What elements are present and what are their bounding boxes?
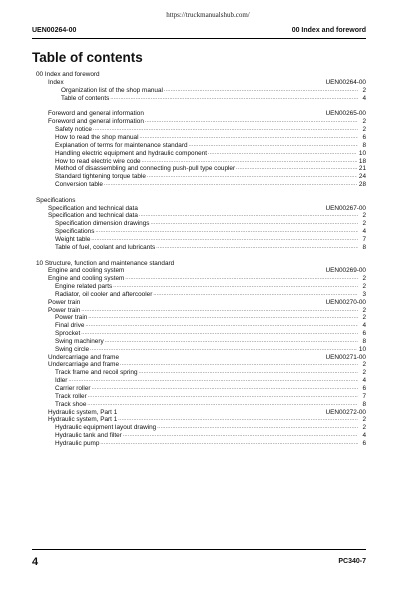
toc-entry bbox=[32, 283, 366, 291]
toc-entry bbox=[32, 173, 366, 181]
toc-dot-leader bbox=[95, 228, 358, 236]
table-of-contents bbox=[32, 71, 366, 448]
toc-entry-title: Radiator, oil cooler and aftercooler bbox=[55, 290, 153, 298]
toc-entry bbox=[32, 181, 366, 189]
toc-dot-leader bbox=[139, 212, 358, 220]
toc-entry-title: Hydraulic system, Part 1 bbox=[48, 416, 118, 424]
toc-entry bbox=[32, 236, 366, 244]
toc-entry-page: 7 bbox=[362, 392, 366, 400]
toc-entry-title: Specification and technical data bbox=[48, 212, 138, 220]
toc-entry bbox=[32, 118, 366, 126]
toc-dot-leader bbox=[139, 369, 358, 377]
toc-entry bbox=[32, 306, 366, 314]
toc-dot-leader bbox=[118, 416, 358, 424]
toc-chapter-code: UEN00265-00 bbox=[325, 110, 366, 118]
toc-entry-title: Hydraulic pump bbox=[55, 439, 100, 447]
toc-entry bbox=[32, 432, 366, 440]
toc-dot-leader bbox=[81, 307, 358, 315]
toc-entry-page: 2 bbox=[362, 220, 366, 228]
toc-dot-leader bbox=[92, 385, 358, 393]
toc-entry-title: Undercarriage and frame bbox=[48, 361, 120, 369]
toc-entry-title: Power train bbox=[55, 314, 88, 322]
toc-entry-page: 24 bbox=[358, 173, 366, 181]
toc-dot-leader bbox=[91, 236, 358, 244]
toc-entry bbox=[32, 400, 366, 408]
toc-chapter-title: Foreword and general information bbox=[48, 110, 144, 118]
toc-section-title: Specifications bbox=[36, 196, 76, 204]
toc-chapter-row bbox=[32, 110, 366, 118]
toc-entry bbox=[32, 134, 366, 142]
toc-chapter-title: Power train bbox=[48, 298, 81, 306]
toc-entry-page: 2 bbox=[362, 306, 366, 314]
toc-dot-leader bbox=[139, 134, 358, 142]
toc-entry-title: Final drive bbox=[55, 322, 85, 330]
toc-entry bbox=[32, 330, 366, 338]
toc-entry-title: How to read electric wire code bbox=[55, 157, 141, 165]
toc-chapter-code: UEN00264-00 bbox=[325, 79, 366, 87]
toc-entry-title: Engine related parts bbox=[55, 283, 113, 291]
toc-chapter-row bbox=[32, 204, 366, 212]
toc-entry-title: How to read the shop manual bbox=[55, 134, 139, 141]
toc-entry bbox=[32, 385, 366, 393]
toc-dot-leader bbox=[110, 95, 358, 103]
site-url: https://truckmanualshub.com/ bbox=[166, 11, 250, 19]
toc-entry bbox=[32, 393, 366, 401]
toc-entry-title: Track shoe bbox=[55, 400, 87, 408]
toc-spacer bbox=[32, 102, 366, 110]
toc-entry bbox=[32, 275, 366, 283]
toc-dot-leader bbox=[81, 330, 358, 338]
toc-entry bbox=[32, 424, 366, 432]
toc-entry bbox=[32, 369, 366, 377]
toc-entry bbox=[32, 338, 366, 346]
toc-dot-leader bbox=[125, 275, 358, 283]
toc-entry bbox=[32, 322, 366, 330]
toc-dot-leader bbox=[85, 322, 358, 330]
toc-entry-page: 8 bbox=[362, 400, 366, 408]
toc-dot-leader bbox=[153, 291, 358, 299]
toc-entry bbox=[32, 361, 366, 369]
toc-dot-leader bbox=[88, 314, 358, 322]
toc-dot-leader bbox=[87, 401, 358, 409]
toc-entry bbox=[32, 87, 366, 95]
toc-entry-page: 2 bbox=[362, 86, 366, 94]
toc-entry-page: 4 bbox=[362, 322, 366, 330]
toc-entry-title: Track roller bbox=[55, 392, 87, 400]
footer-page-number: 4 bbox=[32, 556, 39, 568]
toc-entry-title: Foreword and general information bbox=[48, 118, 144, 126]
toc-dot-leader bbox=[68, 377, 358, 385]
toc-entry-title: Track frame and recoil spring bbox=[55, 369, 138, 377]
toc-dot-leader bbox=[93, 126, 358, 134]
header-document-code: UEN00264-00 bbox=[32, 27, 77, 34]
toc-dot-leader bbox=[142, 158, 357, 166]
toc-section-heading bbox=[32, 197, 366, 205]
toc-chapter-code: UEN00272-00 bbox=[325, 408, 366, 416]
toc-entry-page: 2 bbox=[362, 126, 366, 134]
toc-dot-leader bbox=[90, 346, 357, 354]
toc-entry bbox=[32, 346, 366, 354]
toc-entry bbox=[32, 291, 366, 299]
toc-entry-page: 2 bbox=[362, 212, 366, 220]
toc-dot-leader bbox=[151, 220, 359, 228]
header-divider bbox=[32, 38, 366, 39]
toc-dot-leader bbox=[236, 165, 357, 173]
toc-section-heading bbox=[32, 259, 366, 267]
toc-entry-title: Table of contents bbox=[61, 94, 110, 102]
toc-chapter-title: Specification and technical data bbox=[48, 204, 138, 212]
toc-entry-page: 10 bbox=[358, 345, 366, 353]
toc-chapter-row bbox=[32, 298, 366, 306]
toc-entry-page: 2 bbox=[362, 361, 366, 369]
toc-entry-page: 8 bbox=[362, 243, 366, 251]
toc-entry-title: Sprocket bbox=[55, 330, 81, 338]
toc-entry-title: Weight table bbox=[55, 235, 91, 243]
toc-entry-page: 2 bbox=[362, 283, 366, 291]
toc-entry-title: Handling electric equipment and hydraulic component bbox=[55, 149, 208, 157]
toc-entry bbox=[32, 416, 366, 424]
toc-entry-title: Standard tightening torque table bbox=[55, 173, 146, 181]
toc-entry-page: 2 bbox=[362, 275, 366, 283]
toc-dot-leader bbox=[189, 142, 358, 150]
toc-chapter-title: Undercarriage and frame bbox=[48, 353, 120, 361]
toc-entry bbox=[32, 157, 366, 165]
toc-entry bbox=[32, 95, 366, 103]
toc-dot-leader bbox=[104, 181, 357, 189]
toc-entry-title: Idler bbox=[55, 377, 68, 385]
toc-dot-leader bbox=[208, 150, 357, 158]
toc-chapter-title: Engine and cooling system bbox=[48, 267, 125, 275]
toc-spacer bbox=[32, 189, 366, 197]
toc-entry-page: 6 bbox=[362, 385, 366, 392]
toc-entry bbox=[32, 126, 366, 134]
toc-entry-page: 6 bbox=[362, 439, 366, 447]
toc-dot-leader bbox=[105, 338, 358, 346]
toc-chapter-code: UEN00269-00 bbox=[325, 267, 366, 275]
toc-entry-page: 4 bbox=[362, 228, 366, 236]
toc-entry-title: Specifications bbox=[55, 228, 95, 236]
toc-entry-title: Hydraulic equipment layout drawing bbox=[55, 424, 157, 432]
toc-entry-page: 18 bbox=[358, 157, 366, 165]
toc-entry-page: 8 bbox=[362, 337, 366, 345]
toc-entry-page: 2 bbox=[362, 118, 366, 126]
toc-entry-page: 2 bbox=[362, 424, 366, 432]
toc-chapter-row bbox=[32, 353, 366, 361]
toc-chapter-row bbox=[32, 408, 366, 416]
toc-dot-leader bbox=[147, 173, 357, 181]
toc-chapter-row bbox=[32, 79, 366, 87]
toc-chapter-code: UEN00270-00 bbox=[325, 298, 366, 306]
toc-entry-page: 2 bbox=[362, 416, 366, 424]
toc-entry bbox=[32, 220, 366, 228]
toc-entry bbox=[32, 440, 366, 448]
toc-entry-title: Hydraulic tank and filter bbox=[55, 432, 122, 440]
toc-entry bbox=[32, 142, 366, 150]
toc-entry bbox=[32, 165, 366, 173]
toc-dot-leader bbox=[113, 283, 358, 291]
toc-entry-page: 6 bbox=[362, 134, 366, 141]
toc-entry-page: 6 bbox=[362, 330, 366, 338]
toc-entry bbox=[32, 377, 366, 385]
toc-entry-title: Table of fuel, coolant and lubricants bbox=[55, 243, 156, 251]
toc-dot-leader bbox=[157, 424, 358, 432]
toc-entry bbox=[32, 244, 366, 252]
toc-entry-title: Method of disassembling and connecting push-pull type coupler bbox=[55, 165, 236, 173]
toc-entry-page: 21 bbox=[358, 165, 366, 173]
toc-entry-title: Explanation of terms for maintenance standard bbox=[55, 141, 188, 149]
toc-chapter-title: Hydraulic system, Part 1 bbox=[48, 408, 118, 416]
toc-chapter-title: Index bbox=[48, 79, 64, 87]
toc-chapter-code: UEN00271-00 bbox=[325, 353, 366, 361]
toc-entry-title: Carrier roller bbox=[55, 385, 91, 392]
toc-section-title: 10 Structure, function and maintenance standard bbox=[36, 259, 175, 267]
toc-entry-page: 10 bbox=[358, 149, 366, 157]
toc-entry-page: 3 bbox=[362, 290, 366, 298]
toc-entry bbox=[32, 314, 366, 322]
toc-dot-leader bbox=[145, 118, 358, 126]
toc-dot-leader bbox=[88, 393, 358, 401]
toc-entry-title: Specification dimension drawings bbox=[55, 220, 150, 228]
toc-entry-page: 28 bbox=[358, 181, 366, 189]
toc-dot-leader bbox=[123, 432, 358, 440]
toc-entry-title: Safety notice bbox=[55, 126, 92, 134]
toc-entry-page: 4 bbox=[362, 432, 366, 440]
toc-chapter-row bbox=[32, 267, 366, 275]
toc-dot-leader bbox=[156, 244, 358, 252]
toc-spacer bbox=[32, 251, 366, 259]
toc-entry-title: Engine and cooling system bbox=[48, 275, 125, 283]
toc-entry-page: 4 bbox=[362, 377, 366, 385]
toc-section-title: 00 Index and foreword bbox=[36, 71, 100, 79]
toc-dot-leader bbox=[100, 440, 358, 448]
toc-entry-title: Power train bbox=[48, 306, 81, 314]
toc-entry bbox=[32, 228, 366, 236]
page-title: Table of contents bbox=[32, 50, 143, 65]
toc-entry-title: Conversion table bbox=[55, 181, 103, 189]
toc-entry-title: Organization list of the shop manual bbox=[61, 86, 163, 94]
toc-entry-title: Swing circle bbox=[55, 345, 90, 353]
toc-entry-page: 7 bbox=[362, 235, 366, 243]
header-section-title: 00 Index and foreword bbox=[291, 27, 366, 34]
toc-entry bbox=[32, 212, 366, 220]
toc-dot-leader bbox=[120, 361, 358, 369]
toc-section-heading bbox=[32, 71, 366, 79]
toc-entry-page: 2 bbox=[362, 369, 366, 377]
toc-dot-leader bbox=[164, 87, 358, 95]
toc-entry-title: Swing machinery bbox=[55, 337, 104, 345]
footer-model: PC340-7 bbox=[338, 558, 366, 565]
toc-entry bbox=[32, 149, 366, 157]
toc-entry-page: 8 bbox=[362, 141, 366, 149]
toc-chapter-code: UEN00267-00 bbox=[325, 204, 366, 212]
toc-entry-page: 2 bbox=[362, 314, 366, 322]
toc-entry-page: 4 bbox=[362, 94, 366, 102]
footer-divider bbox=[32, 549, 366, 550]
